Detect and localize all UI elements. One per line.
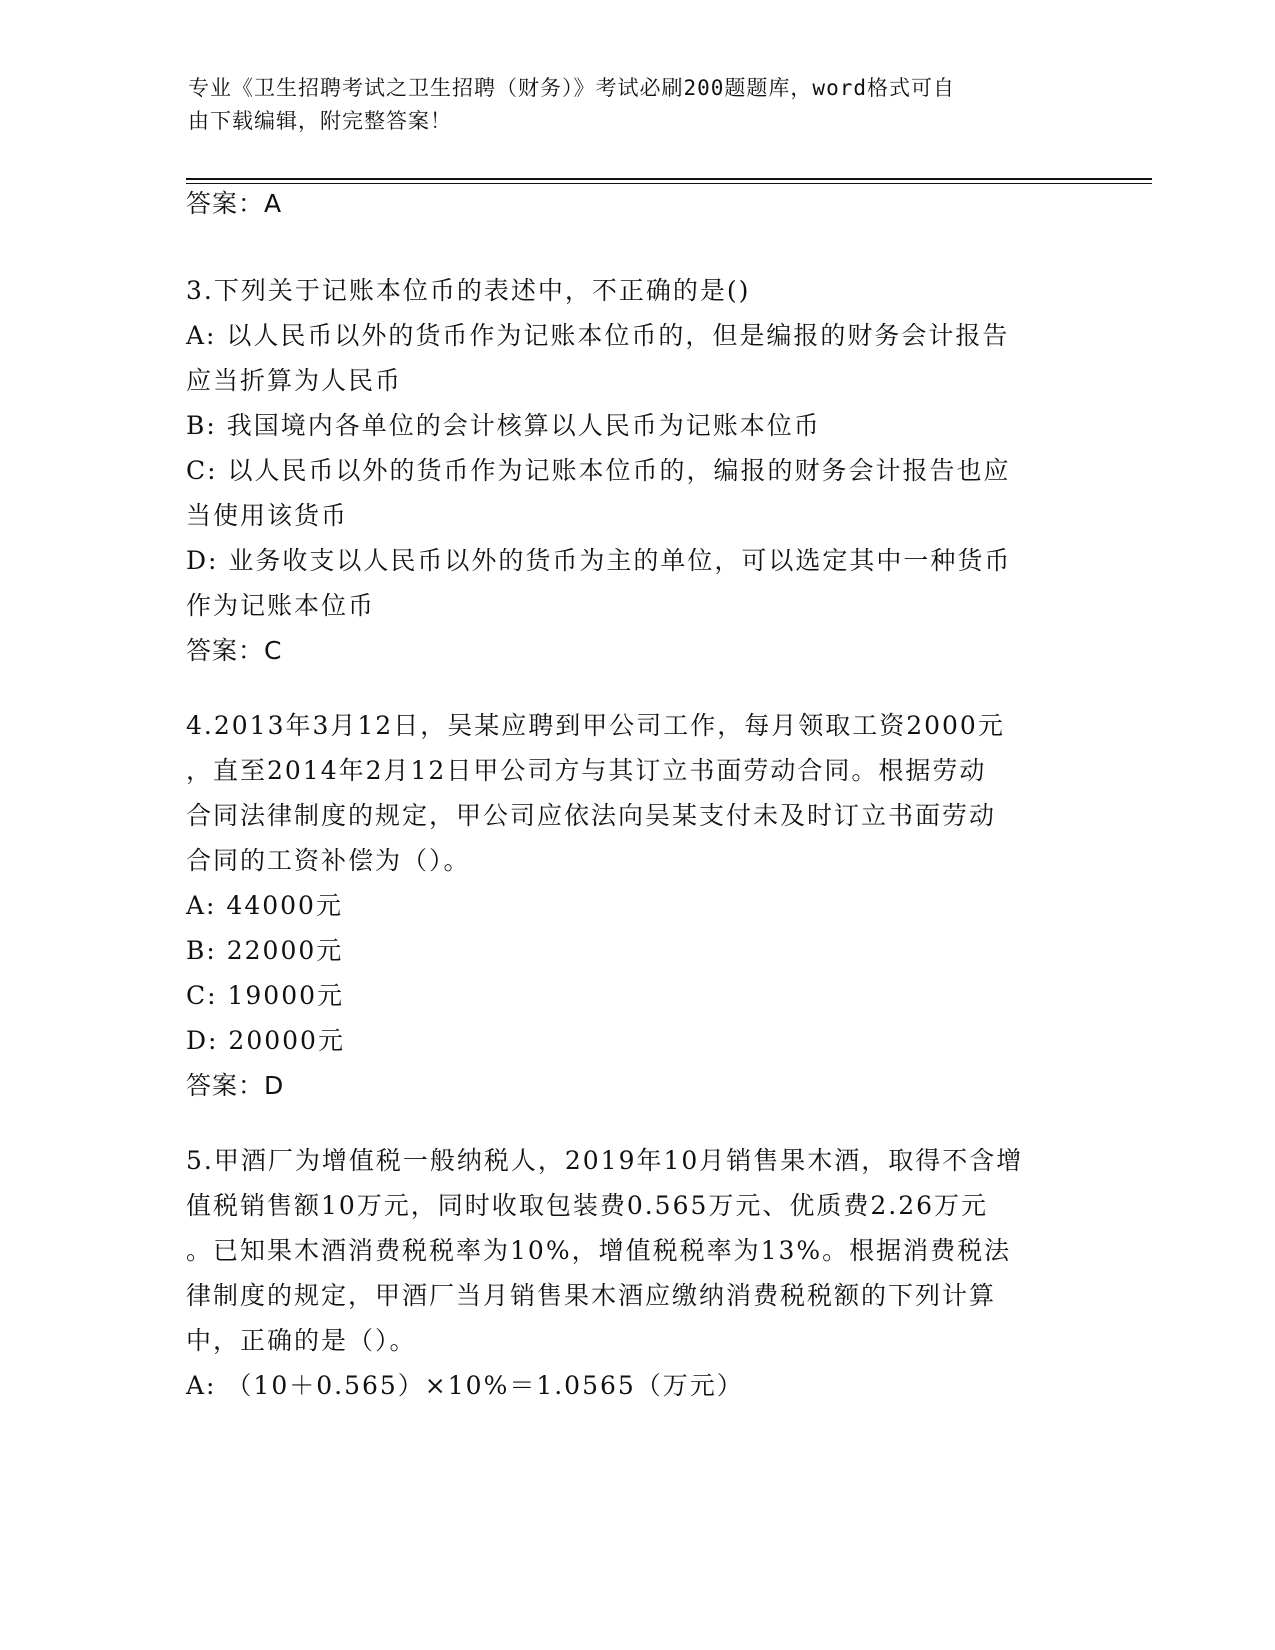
question-3-stem: 3.下列关于记账本位币的表述中，不正确的是() — [186, 276, 751, 305]
question-4-stem-line-2: ，直至2014年2月12日甲公司方与其订立书面劳动合同。根据劳动 — [186, 756, 987, 785]
question-3-option-a-line-1: A: 以人民币以外的货币作为记账本位币的，但是编报的财务会计报告 — [186, 321, 1010, 350]
page-header — [188, 72, 1068, 138]
question-3 — [186, 268, 1086, 673]
question-4-option-c: C: 19000元 — [186, 981, 345, 1010]
question-5-stem-line-1: 5.甲酒厂为增值税一般纳税人，2019年10月销售果木酒，取得不含增 — [186, 1146, 1024, 1175]
header-line-2: 由下载编辑，附完整答案！ — [188, 109, 452, 133]
question-3-option-d-line-2: 作为记账本位币 — [186, 591, 376, 620]
header-line-1: 专业《卫生招聘考试之卫生招聘（财务）》考试必刷200题题库，word格式可自 — [188, 76, 955, 100]
question-4-option-a: A: 44000元 — [186, 891, 343, 920]
question-3-option-c-line-1: C: 以人民币以外的货币作为记账本位币的，编报的财务会计报告也应 — [186, 456, 1011, 485]
previous-answer: 答案：A — [186, 189, 283, 218]
question-3-option-d-line-1: D: 业务收支以人民币以外的货币为主的单位，可以选定其中一种货币 — [186, 546, 1012, 575]
previous-question-answer-block — [186, 181, 1086, 226]
question-3-option-c-line-2: 当使用该货币 — [186, 501, 349, 530]
question-5-stem-line-4: 律制度的规定，甲酒厂当月销售果木酒应缴纳消费税税额的下列计算 — [186, 1281, 997, 1310]
header-divider-thick — [186, 178, 1152, 180]
question-5-stem-line-3: 。已知果木酒消费税税率为10%，增值税税率为13%。根据消费税法 — [186, 1236, 1012, 1265]
question-3-answer: 答案：C — [186, 636, 283, 665]
question-3-option-a-line-2: 应当折算为人民币 — [186, 366, 403, 395]
question-4-option-d: D: 20000元 — [186, 1026, 345, 1055]
question-4-answer: 答案：D — [186, 1071, 285, 1100]
question-5-option-a: A: （10＋0.565）×10%＝1.0565（万元） — [186, 1371, 744, 1400]
question-4-option-b: B: 22000元 — [186, 936, 344, 965]
question-4-stem-line-1: 4.2013年3月12日，吴某应聘到甲公司工作，每月领取工资2000元 — [186, 711, 1005, 740]
question-5-stem-line-5: 中，正确的是（）。 — [186, 1326, 417, 1355]
question-4-stem-line-4: 合同的工资补偿为（）。 — [186, 846, 471, 875]
question-4 — [186, 703, 1086, 1108]
question-3-option-b: B: 我国境内各单位的会计核算以人民币为记账本位币 — [186, 411, 821, 440]
question-4-stem-line-3: 合同法律制度的规定，甲公司应依法向吴某支付未及时订立书面劳动 — [186, 801, 997, 830]
question-5 — [186, 1138, 1086, 1408]
question-5-stem-line-2: 值税销售额10万元，同时收取包装费0.565万元、优质费2.26万元 — [186, 1191, 989, 1220]
